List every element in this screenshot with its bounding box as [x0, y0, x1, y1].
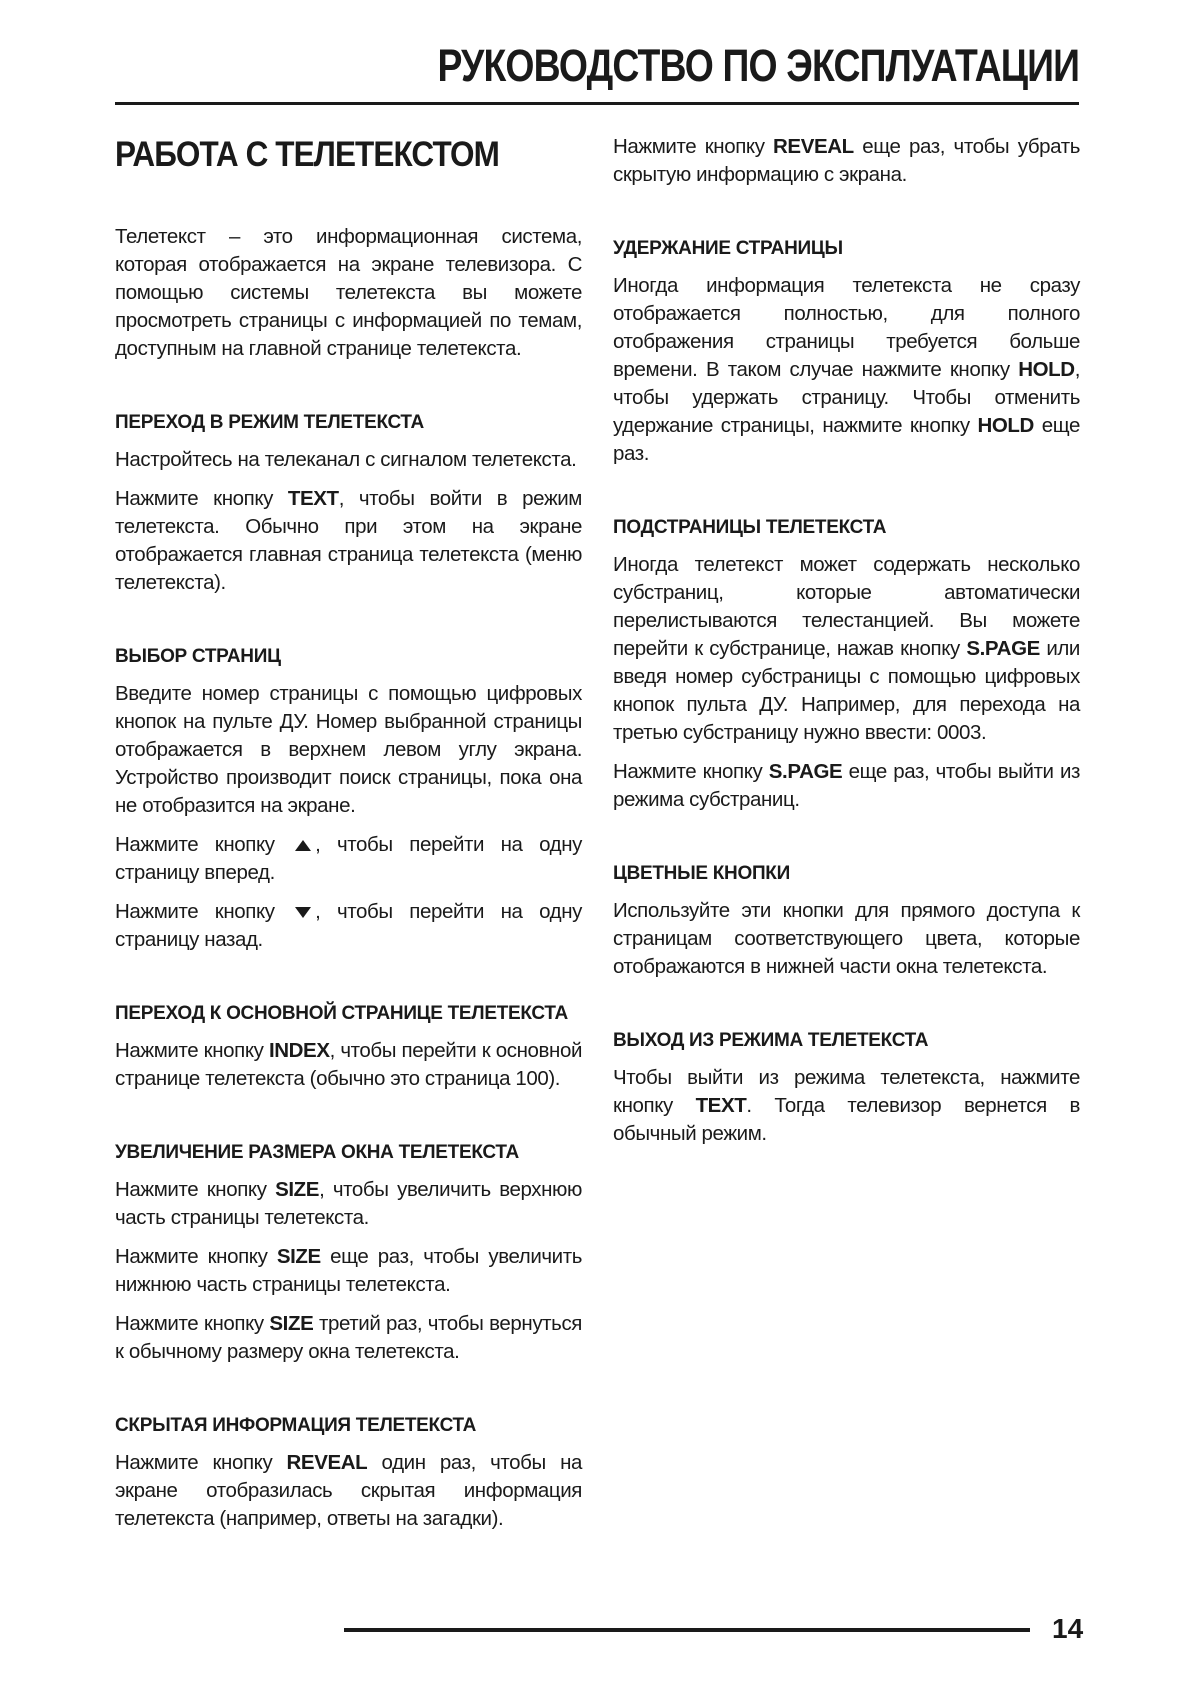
paragraph: Нажмите кнопку REVEAL один раз, чтобы на экране отобразилась скрытая информация телетекста (например, ответы на загадки). — [115, 1451, 582, 1530]
page-title: РАБОТА С ТЕЛЕТЕКСТОМ — [115, 135, 499, 174]
section-heading-index: ПЕРЕХОД К ОСНОВНОЙ СТРАНИЦЕ ТЕЛЕТЕКСТА — [115, 1003, 568, 1024]
manual-title: РУКОВОДСТВО ПО ЭКСПЛУАТАЦИИ — [437, 40, 1079, 91]
paragraph: Нажмите кнопку SIZE, чтобы увеличить верхнюю часть страницы телетекста. — [115, 1178, 582, 1229]
paragraph: Нажмите кнопку REVEAL еще раз, чтобы убрать скрытую информацию с экрана. — [613, 135, 1080, 186]
key-label: HOLD — [1018, 358, 1075, 381]
key-label: REVEAL — [773, 135, 854, 158]
key-label: SIZE — [276, 1245, 321, 1268]
section-heading-hold: УДЕРЖАНИЕ СТРАНИЦЫ — [613, 238, 843, 259]
paragraph: Настройтесь на телеканал с сигналом телетекста. — [115, 448, 577, 471]
key-label: S.PAGE — [966, 637, 1040, 660]
paragraph: Введите номер страницы с помощью цифровых кнопок на пульте ДУ. Номер выбранной страницы отображается в верхнем левом углу экрана. Устройство производит поиск страницы, пока она не отобразится на экране. — [115, 682, 582, 817]
key-label: REVEAL — [286, 1451, 368, 1474]
paragraph: Нажмите кнопку S.PAGE еще раз, чтобы выйти из режима субстраниц. — [613, 760, 1080, 811]
paragraph: Нажмите кнопку , чтобы перейти на одну страницу вперед. — [115, 833, 582, 884]
page-number: 14 — [1052, 1613, 1084, 1644]
key-label: INDEX — [268, 1039, 330, 1062]
key-label: SIZE — [275, 1178, 320, 1201]
paragraph: Используйте эти кнопки для прямого доступа к страницам соответствующего цвета, которые отображаются в нижней части окна телетекста. — [613, 899, 1080, 978]
section-heading-select: ВЫБОР СТРАНИЦ — [115, 646, 281, 667]
key-label: S.PAGE — [768, 760, 843, 783]
arrow-up-icon — [295, 840, 311, 851]
page-header — [115, 36, 1079, 105]
section-heading-subpages: ПОДСТРАНИЦЫ ТЕЛЕТЕКСТА — [613, 517, 887, 538]
section-heading-enter: ПЕРЕХОД В РЕЖИМ ТЕЛЕТЕКСТА — [115, 412, 424, 433]
paragraph: Нажмите кнопку SIZE еще раз, чтобы увеличить нижнюю часть страницы телетекста. — [115, 1245, 582, 1296]
section-heading-reveal: СКРЫТАЯ ИНФОРМАЦИЯ ТЕЛЕТЕКСТА — [115, 1415, 477, 1436]
footer-divider — [344, 1628, 1030, 1632]
paragraph: Нажмите кнопку INDEX, чтобы перейти к основной странице телетекста (обычно это страница 100). — [115, 1039, 582, 1090]
key-label: TEXT — [695, 1094, 747, 1117]
paragraph: Чтобы выйти из режима телетекста, нажмите кнопку TEXT. Тогда телевизор вернется в обычный режим. — [613, 1066, 1081, 1145]
key-label: TEXT — [287, 487, 339, 510]
right-column — [613, 133, 1080, 1159]
section-heading-colors: ЦВЕТНЫЕ КНОПКИ — [613, 863, 790, 884]
left-column — [115, 133, 582, 1544]
paragraph: Иногда информация телетекста не сразу отображается полностью, для полного отображения страницы требуется больше времени. В таком случае нажмите кнопку HOLD, чтобы удержать страницу. Чтобы отменить удержание страницы, нажмите кнопку HOLD еще раз. — [613, 274, 1080, 465]
key-label: SIZE — [269, 1312, 314, 1335]
paragraph: Иногда телетекст может содержать несколько субстраниц, которые автоматически перелистываются телестанцией. Вы можете перейти к субстранице, нажав кнопку S.PAGE или введя номер субстраницы с помощью цифровых кнопок пульта ДУ. Например, для перехода на третью субстраницу нужно ввести: 0003. — [613, 553, 1080, 744]
section-heading-size: УВЕЛИЧЕНИЕ РАЗМЕРА ОКНА ТЕЛЕТЕКСТА — [115, 1142, 519, 1163]
key-label: HOLD — [977, 414, 1034, 437]
paragraph: Нажмите кнопку TEXT, чтобы войти в режим телетекста. Обычно при этом на экране отображается главная страница телетекста (меню телетекста). — [115, 487, 583, 594]
paragraph: Нажмите кнопку SIZE третий раз, чтобы вернуться к обычному размеру окна телетекста. — [115, 1312, 582, 1363]
section-heading-exit: ВЫХОД ИЗ РЕЖИМА ТЕЛЕТЕКСТА — [613, 1030, 929, 1051]
arrow-down-icon — [295, 907, 311, 918]
intro-paragraph: Телетекст – это информационная система, которая отображается на экране телевизора. С помощью системы телетекста вы можете просмотреть страницы с информацией по темам, доступным на главной странице телетекста. — [115, 225, 582, 360]
paragraph: Нажмите кнопку , чтобы перейти на одну страницу назад. — [115, 900, 582, 951]
